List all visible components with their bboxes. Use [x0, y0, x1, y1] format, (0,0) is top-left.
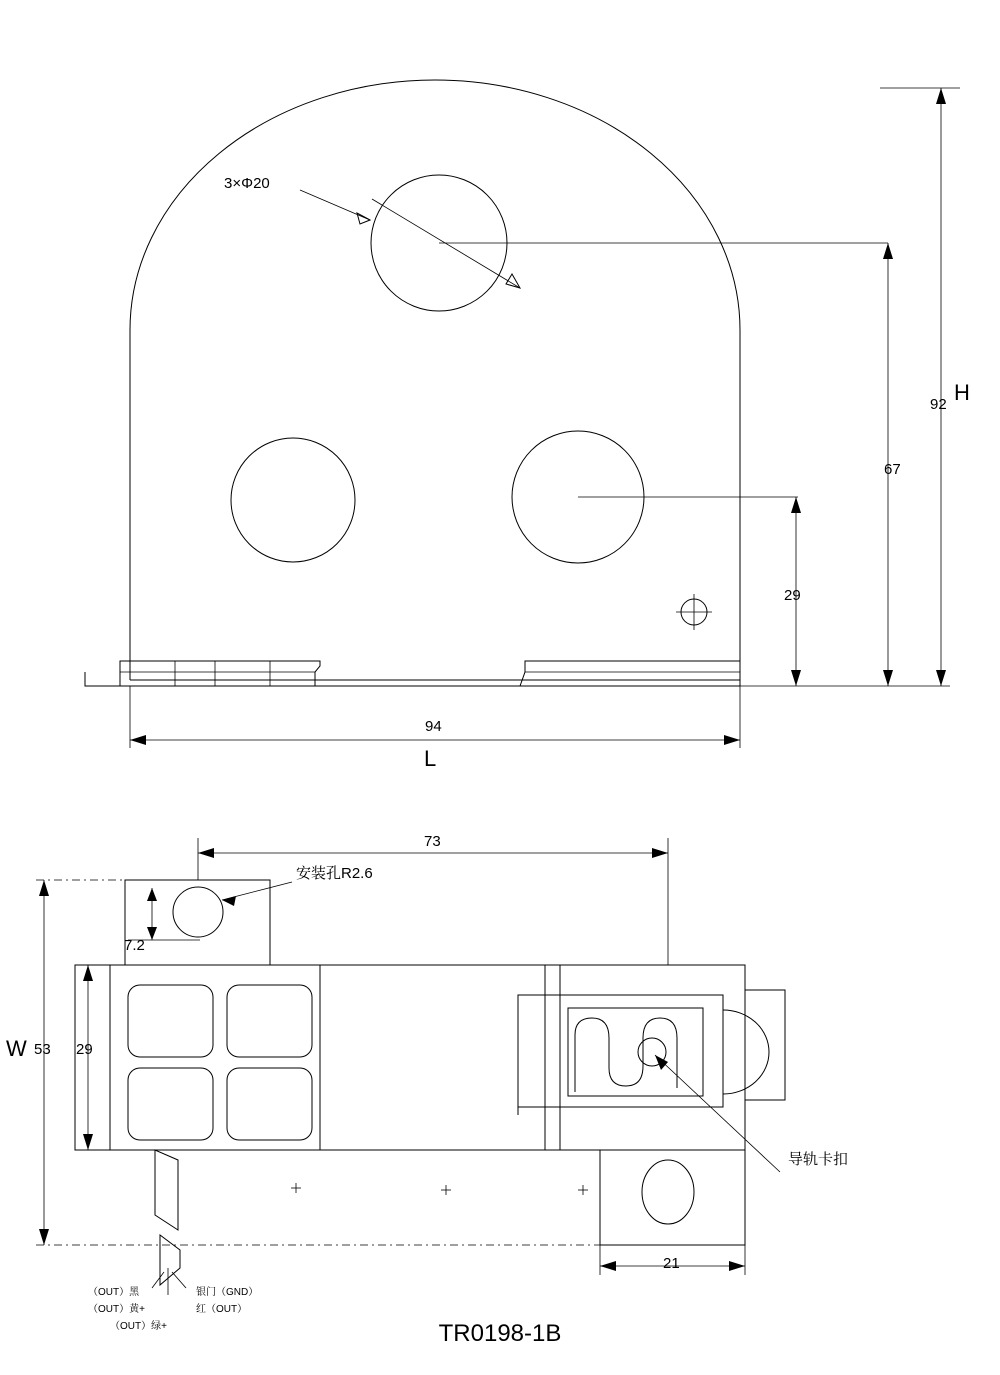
symbol-W: W — [6, 1036, 27, 1061]
rail-clip-leader — [655, 1055, 780, 1172]
symbol-L: L — [424, 746, 437, 771]
dim-29-top-value: 29 — [784, 587, 801, 604]
bottom-edge-ticks — [291, 1183, 588, 1195]
top-view-holes — [231, 175, 644, 563]
dim-53-value: 53 — [34, 1041, 51, 1058]
small-mount-hole — [676, 594, 712, 630]
bottom-view-windows — [128, 985, 312, 1140]
bottom-view-outline — [75, 880, 785, 1285]
wire-green-label: （OUT）绿+ — [110, 1321, 167, 1332]
wire-red-label: 红（OUT） — [196, 1304, 248, 1315]
symbol-H: H — [954, 380, 970, 405]
dim-21-value: 21 — [663, 1255, 680, 1272]
part-number-title: TR0198-1B — [438, 1320, 562, 1347]
hole-left — [231, 438, 355, 562]
dim-94-value: 94 — [425, 718, 442, 735]
hole-note-label: 3×Φ20 — [224, 175, 270, 192]
dim-73 — [198, 838, 668, 965]
hole-note-leader — [300, 190, 520, 288]
top-view-base-rail — [85, 661, 740, 686]
dim-92-value: 92 — [930, 396, 947, 413]
top-view-outline — [130, 80, 740, 680]
wire-yellow-label: （OUT）黄+ — [88, 1304, 145, 1315]
top-view-dim-extensions — [439, 243, 950, 686]
dim-94 — [130, 686, 740, 748]
mount-hole-R2.6 — [173, 882, 292, 937]
mount-hole-note: 安装孔R2.6 — [296, 865, 373, 882]
rail-clip-note: 导轨卡扣 — [788, 1151, 849, 1168]
wire-shield-label: 银门（GND） — [196, 1287, 259, 1298]
rail-clip-detail — [518, 995, 769, 1224]
dim-7.2 — [128, 888, 200, 940]
wire-black-label: （OUT）黑 — [88, 1287, 140, 1298]
wire-leaders — [152, 1268, 186, 1295]
dim-67-value: 67 — [884, 461, 901, 478]
dim-29-bottom-value: 29 — [76, 1041, 93, 1058]
dim-7-2-value: 7.2 — [124, 937, 145, 954]
dim-73-value: 73 — [424, 833, 441, 850]
dim-53 — [36, 880, 600, 1245]
dim-92 — [880, 88, 960, 686]
